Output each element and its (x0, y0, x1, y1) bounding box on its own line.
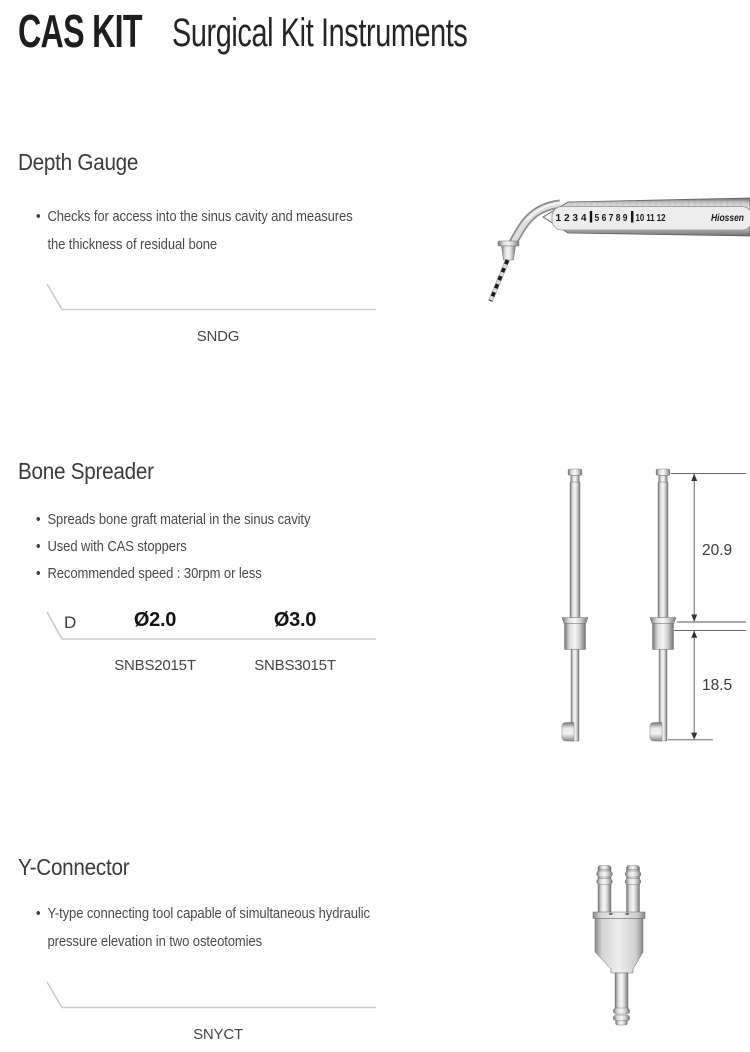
model-rule-depth-gauge (46, 283, 378, 313)
section-heading-depth-gauge: Depth Gauge (18, 149, 139, 175)
depth-gauge-bullets (36, 203, 363, 259)
bone-spreader-bullets (36, 507, 388, 588)
ruler-numbers-10-12: 10 11 12 (635, 212, 666, 224)
ruler-numbers-1-4: 1 2 3 4 (555, 212, 587, 224)
depth-gauge-illustration (480, 190, 750, 320)
model-label-snbs2015t: SNBS2015T (114, 657, 196, 674)
section-heading-y-connector: Y-Connector (18, 854, 130, 880)
bone-spreader-instrument-3mm (650, 469, 676, 741)
ruler-mark-10 (631, 211, 633, 223)
bullet-dot: • (36, 512, 41, 528)
bullet-text: Spreads bone graft material in the sinus cavity (47, 512, 311, 528)
model-label-depth-gauge: SNDG (196, 328, 240, 345)
bullet-text: Recommended speed : 30rpm or less (47, 566, 262, 582)
bullet-item (36, 203, 363, 259)
bullet-item (36, 561, 388, 588)
bullet-dot: • (36, 566, 41, 582)
y-connector-illustration (585, 862, 655, 1027)
bullet-item (36, 900, 384, 956)
dimension-value-lower: 18.5 (702, 677, 733, 694)
gauge-collar (498, 241, 519, 260)
dimension-extension-lines (668, 473, 746, 739)
table-col-diameter-2: Ø2.0 (133, 609, 177, 631)
y-connector-outlet (613, 973, 629, 1025)
bullet-dot: • (36, 539, 41, 555)
ruler-mark-5 (590, 211, 592, 223)
bone-spreader-instrument-2mm (562, 469, 588, 741)
table-col-diameter-3: Ø3.0 (273, 609, 317, 631)
section-heading-bone-spreader: Bone Spreader (18, 458, 154, 484)
ruler-numbers-5-9: 5 6 7 8 9 (594, 212, 628, 224)
rule-line (47, 982, 376, 1008)
bullet-text: Y-type connecting tool capable of simultaneous hydraulic pressure elevation in two osteotomies (47, 906, 370, 950)
y-connector-inlet-right (625, 866, 641, 916)
model-rule-y-connector (46, 981, 378, 1011)
bullet-item (36, 507, 388, 534)
bullet-dot: • (36, 906, 41, 922)
y-connector-body (593, 912, 645, 973)
gauge-probe (491, 260, 508, 301)
bullet-text: Used with CAS stoppers (47, 539, 187, 555)
bullet-dot: • (36, 209, 41, 225)
model-label-y-connector: SNYCT (193, 1026, 243, 1043)
table-corner-label: D (64, 613, 77, 632)
bullet-item (36, 534, 388, 561)
brand-logo-text: Hiossen (711, 212, 744, 224)
y-connector-bullets (36, 900, 384, 956)
bullet-text: Checks for access into the sinus cavity and measures the thickness of residual bone (47, 209, 353, 253)
bone-spreader-illustration (540, 460, 750, 750)
page-subtitle: Surgical Kit Instruments (172, 11, 468, 55)
page-title: CAS KIT (18, 5, 142, 57)
y-connector-inlet-left (597, 866, 613, 916)
model-label-snbs3015t: SNBS3015T (254, 657, 336, 674)
rule-line (47, 284, 376, 310)
dimension-value-upper: 20.9 (702, 542, 733, 559)
